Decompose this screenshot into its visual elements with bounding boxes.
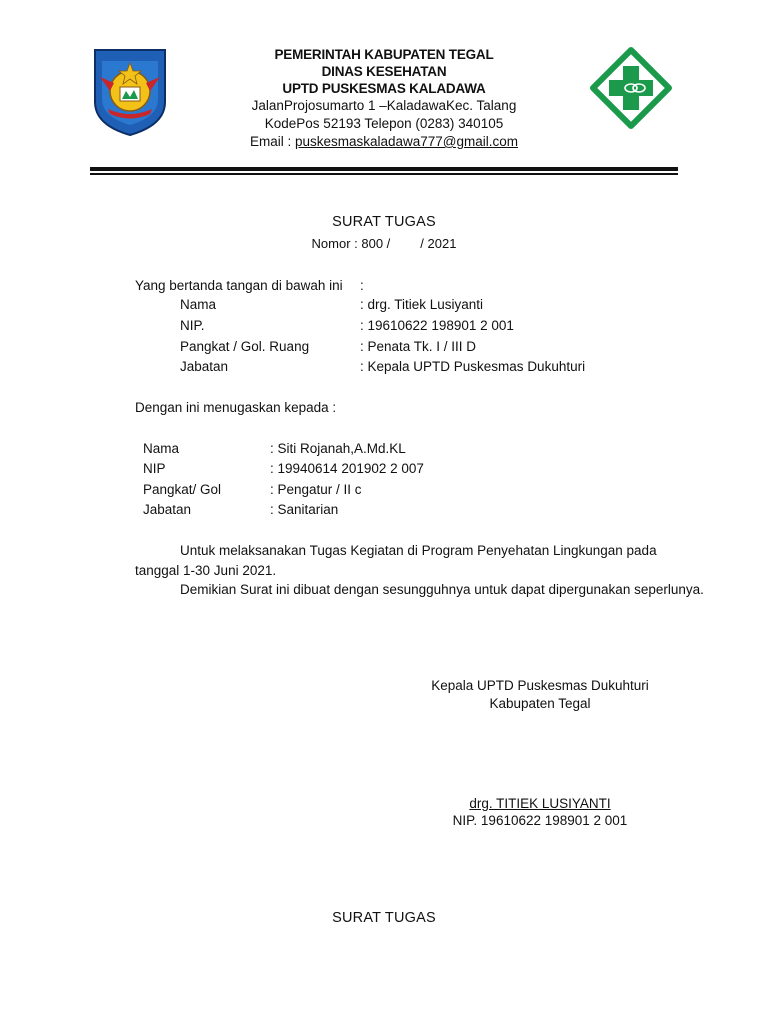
signer-intro-colon: : (360, 278, 364, 293)
assignee-position-value: : Sanitarian (270, 502, 339, 517)
letterhead-department: DINAS KESEHATAN (321, 64, 447, 79)
kabupaten-tegal-emblem-icon (92, 47, 168, 137)
letterhead-postal: KodePos 52193 Telepon (0283) 340105 (264, 116, 504, 131)
puskesmas-logo-icon (585, 44, 677, 134)
letterhead-address: JalanProjosumarto 1 –KaladawaKec. Talang (251, 98, 517, 113)
signer-nip-label: NIP. (180, 318, 205, 333)
signer-position-label: Jabatan (180, 359, 229, 374)
signature-position: Kepala UPTD Puskesmas Dukuhturi (431, 678, 649, 693)
letterhead-divider-thin (90, 173, 678, 175)
signer-name-value: : drg. Titiek Lusiyanti (360, 297, 484, 312)
signer-intro: Yang bertanda tangan di bawah ini (135, 278, 343, 293)
signer-rank-label: Pangkat / Gol. Ruang (180, 339, 310, 354)
signer-nip-value: : 19610622 198901 2 001 (360, 318, 514, 333)
document-number-label: Nomor : 800 / (311, 236, 391, 251)
letterhead-government: PEMERINTAH KABUPATEN TEGAL (274, 47, 494, 62)
email-link[interactable]: puskesmaskaladawa777@gmail.com (294, 134, 519, 149)
signature-name-text: drg. TITIEK LUSIYANTI (469, 796, 611, 811)
signature-region: Kabupaten Tegal (489, 696, 591, 711)
signer-position-value: : Kepala UPTD Puskesmas Dukuhturi (360, 359, 586, 374)
closing-paragraph: Demikian Surat ini dibuat dengan sesungguhnya untuk dapat dipergunakan seperlunya. (180, 582, 704, 597)
document-title: SURAT TUGAS (332, 214, 436, 230)
signature-name (390, 795, 690, 813)
assignment-purpose-paragraph: Untuk melaksanakan Tugas Kegiatan di Program Penyehatan Lingkungan pada tanggal 1-30 Juni 2021. (135, 543, 657, 578)
document-number (0, 236, 768, 251)
letterhead (200, 46, 568, 151)
document-number-year: / 2021 (420, 236, 457, 251)
assignee-rank-label: Pangkat/ Gol (143, 482, 222, 497)
next-page-title: SURAT TUGAS (332, 910, 436, 926)
signer-name-label: Nama (180, 297, 217, 312)
assignee-position-label: Jabatan (143, 502, 192, 517)
assignee-nip-value: : 19940614 201902 2 007 (270, 461, 424, 476)
assignee-name-value: : Siti Rojanah,A.Md.KL (270, 441, 406, 456)
letterhead-email-line (200, 133, 568, 151)
letterhead-divider-thick (90, 167, 678, 171)
assignee-nip-label: NIP (143, 461, 166, 476)
assignee-rank-value: : Pengatur / II c (270, 482, 362, 497)
signature-nip: NIP. 19610622 198901 2 001 (452, 813, 628, 828)
assignment-intro: Dengan ini menugaskan kepada : (135, 400, 337, 415)
letterhead-institution: UPTD PUSKESMAS KALADAWA (282, 81, 486, 96)
assignee-name-label: Nama (143, 441, 180, 456)
signer-rank-value: : Penata Tk. I / III D (360, 339, 477, 354)
email-label: Email : (249, 134, 295, 149)
